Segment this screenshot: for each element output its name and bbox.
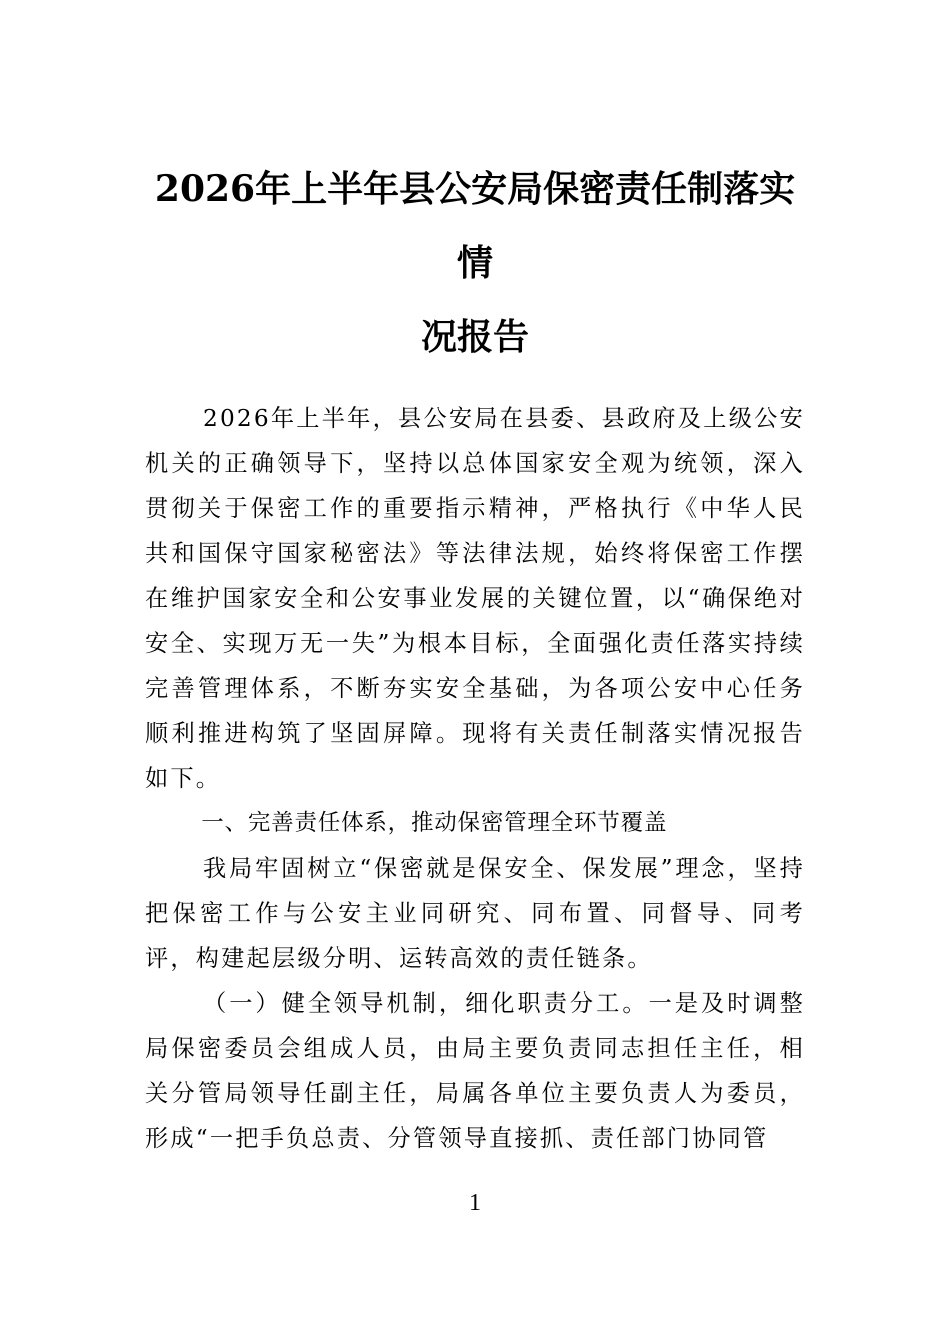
title-line-2: 况报告 — [420, 316, 529, 358]
section-heading: 一、完善责任体系，推动保密管理全环节覆盖 — [201, 810, 668, 836]
subsection-paragraph — [145, 981, 805, 1161]
subsection-label: （一）健全领导机制，细化职责分工。 — [203, 990, 649, 1017]
document-body — [145, 396, 805, 1161]
title-line-1: 2026年上半年县公安局保密责任制落实情 — [154, 168, 796, 284]
subsection-text: 一是及时调整局保密委员会组成人员，由局主要负责同志担任主任，相关分管局领导任副主任，局属各单位主要负责人为委员，形成“一把手负总责、分管领导直接抓、责任部门协同管 — [145, 990, 805, 1152]
page-number: 1 — [469, 1190, 481, 1216]
section-paragraph: 我局牢固树立“保密就是保安全、保发展”理念，坚持把保密工作与公安主业同研究、同布置、同督导、同考评，构建起层级分明、运转高效的责任链条。 — [145, 855, 805, 972]
intro-paragraph: 2026年上半年，县公安局在县委、县政府及上级公安机关的正确领导下，坚持以总体国家安全观为统领，深入贯彻关于保密工作的重要指示精神，严格执行《中华人民共和国保守国家秘密法》等法律法规，始终将保密工作摆在维护国家安全和公安事业发展的关键位置，以“确保绝对安全、实现万无一失”为根本目标，全面强化责任落实持续完善管理体系，不断夯实安全基础，为各项公安中心任务顺利推进构筑了坚固屏障。现将有关责任制落实情况报告如下。 — [145, 405, 805, 792]
document-title — [140, 152, 810, 374]
